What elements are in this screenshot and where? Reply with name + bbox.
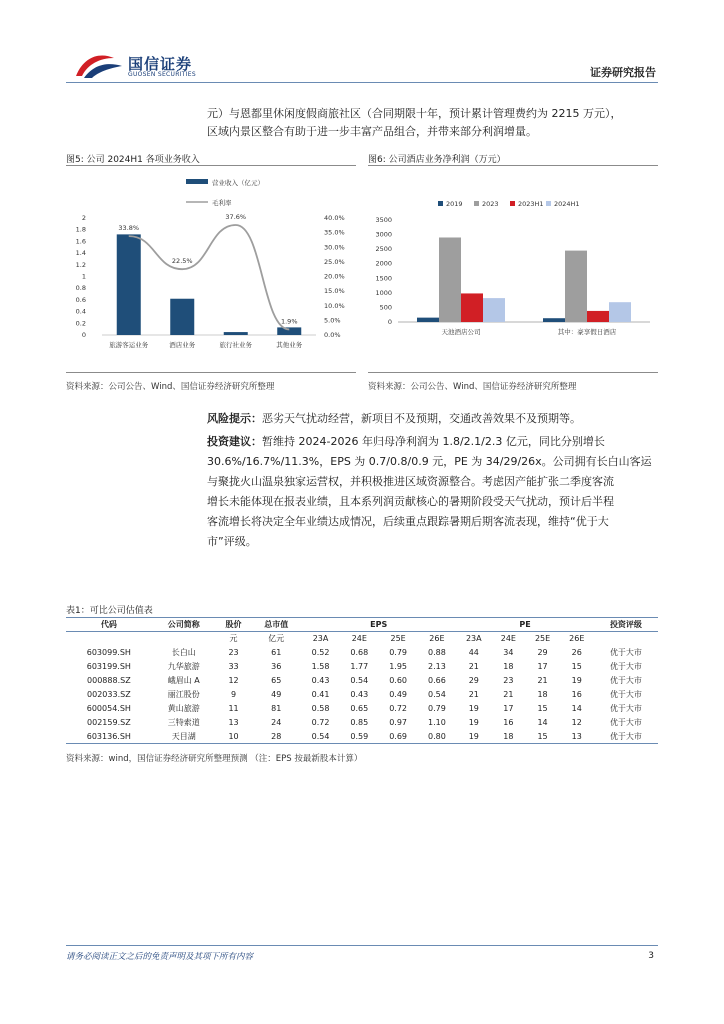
y-left-tick: 0.4: [75, 307, 86, 316]
y-right-tick: 30.0%: [324, 243, 345, 252]
table-cell: 19: [468, 718, 479, 727]
y-right-tick: 25.0%: [324, 257, 345, 266]
y-left-tick: 2: [81, 214, 86, 222]
table-cell: 1.95: [389, 662, 408, 671]
x-tick-label: 旅行社业务: [219, 341, 252, 349]
advice-label: 投资建议：: [207, 435, 262, 448]
y-tick: 2000: [375, 259, 392, 268]
advice-line-4: 增长未能体现在报表业绩，且本系列润贡献核心的暑期阶段受天气扰动，预计后半程: [207, 495, 614, 508]
table-cell: 600054.SH: [86, 704, 131, 713]
table-cell: 2.13: [428, 662, 446, 671]
table-cell: 26: [571, 648, 582, 657]
table-cell: 44: [468, 648, 479, 657]
th2-cell: 元: [229, 634, 238, 644]
table-cell: 0.60: [389, 676, 408, 685]
th2-cell: 26E: [429, 634, 445, 644]
intro-line-2: 区域内景区整合有助于进一步丰富产品组合，并带来部分利润增量。: [207, 125, 537, 138]
y-right-tick: 35.0%: [324, 228, 345, 237]
th2-cell: [66, 632, 152, 646]
table-row: [66, 674, 658, 688]
table-cell: 10: [228, 731, 239, 741]
table-cell: 14: [537, 718, 548, 727]
th-code: 代码: [100, 620, 117, 629]
table-row: [66, 730, 658, 744]
table-cell: 603099.SH: [86, 648, 131, 657]
bar-2019: [543, 318, 565, 322]
table-cell: 丽江股份: [167, 690, 200, 699]
th-price: 股价: [225, 620, 242, 629]
th2-cell: 23A: [465, 634, 482, 644]
header-divider: [66, 82, 658, 83]
table-cell: 优于大市: [609, 731, 642, 741]
table-cell: 三特索道: [167, 718, 200, 727]
table1-caption: 表1：可比公司估值表: [66, 606, 153, 616]
table-row: [66, 646, 658, 660]
th-mktcap: 总市值: [264, 620, 289, 629]
table-cell: 0.72: [389, 704, 408, 713]
th2-cell: 25E: [390, 634, 406, 644]
y-tick: 3500: [375, 216, 392, 224]
table-header-row-1: [66, 618, 658, 632]
table-cell: 19: [571, 676, 582, 685]
table-cell: 13: [571, 731, 582, 741]
table-cell: 34: [503, 648, 514, 657]
intro-line-1: 元）与恩都里休闲度假商旅社区（合同期限十年，预计累计管理费约为 2215 万元），: [207, 107, 622, 120]
table-cell: 17: [503, 704, 514, 713]
table-cell: 优于大市: [609, 662, 642, 671]
legend-label-margin: 毛利率: [212, 199, 232, 207]
y-right-tick: 10.0%: [324, 301, 345, 310]
table-cell: 0.59: [350, 731, 369, 741]
bar-2023: [565, 251, 587, 322]
th2-cell: 24E: [351, 634, 367, 644]
table-cell: 21: [468, 662, 479, 671]
y-left-tick: 1.4: [75, 249, 86, 258]
table-cell: 81: [271, 704, 282, 713]
table-cell: 17: [537, 662, 548, 671]
table-row: [66, 688, 658, 702]
fig5-chart: [66, 170, 358, 370]
y-right-tick: 15.0%: [324, 287, 345, 296]
table-cell: 0.80: [428, 731, 446, 741]
logo-text: 国信证券: [128, 55, 193, 73]
y-left-tick: 0.2: [75, 319, 86, 328]
page-number: 3: [648, 951, 654, 961]
advice-line-2: 30.6%/16.7%/11.3%，EPS 为 0.7/0.8/0.9 元，PE 为 34/29/26x。公司拥有长白山客运: [207, 455, 652, 468]
th2-cell: 25E: [534, 634, 551, 644]
table-cell: 19: [468, 704, 479, 713]
th-pe: PE: [519, 620, 531, 629]
th2-cell: [152, 632, 216, 646]
y-left-tick: 0.8: [75, 284, 86, 293]
table-cell: 0.79: [389, 648, 408, 657]
fig6-caption: 图6: 公司酒店业务净利润（万元）: [368, 155, 506, 165]
fig5-top-line: [66, 165, 356, 166]
legend-label: 2023: [482, 200, 499, 208]
advice-paragraph: [207, 432, 652, 552]
legend-swatch: [546, 201, 551, 206]
table-cell: 002159.SZ: [87, 718, 131, 727]
data-label-margin: 33.8%: [118, 224, 140, 233]
table-cell: 29: [468, 676, 479, 685]
y-tick: 3000: [375, 230, 392, 239]
table-cell: 0.97: [389, 718, 408, 727]
legend-label: 2019: [446, 200, 463, 208]
th-name: 公司简称: [167, 620, 200, 629]
table-cell: 23: [503, 676, 514, 685]
table-cell: 15: [571, 662, 582, 671]
legend-swatch-revenue: [186, 179, 208, 184]
table-cell: 002033.SZ: [87, 690, 131, 699]
bar-revenue: [170, 299, 194, 335]
table-cell: 12: [228, 676, 239, 685]
y-tick: 500: [379, 303, 392, 312]
x-tick-label: 旅游客运业务: [109, 341, 149, 349]
th-rating: 投资评级: [609, 620, 642, 629]
table-cell: 0.41: [311, 690, 330, 699]
table-row: [66, 716, 658, 730]
table-cell: 0.68: [350, 648, 369, 657]
table-cell: 优于大市: [609, 648, 642, 657]
table-cell: 长白山: [171, 648, 196, 657]
table-cell: 峨眉山 A: [167, 676, 200, 685]
bar-2023: [439, 237, 461, 322]
table1-source: 资料来源：wind，国信证券经济研究所整理预测 （注：EPS 按最新股本计算）: [66, 754, 363, 764]
bar-2024H1: [609, 302, 631, 322]
table-cell: 优于大市: [609, 704, 642, 713]
bar-2019: [417, 318, 439, 322]
table-cell: 28: [271, 731, 282, 741]
table-cell: 0.54: [350, 676, 369, 685]
report-type: 证券研究报告: [590, 66, 656, 79]
y-left-tick: 1: [81, 272, 86, 281]
legend-swatch: [474, 201, 479, 206]
advice-line-6: 市”评级。: [207, 535, 257, 548]
y-left-tick: 0: [81, 331, 86, 339]
risk-label: 风险提示：: [207, 412, 262, 425]
risk-text: 恶劣天气扰动经营，新项目不及预期，交通改善效果不及预期等。: [262, 412, 581, 425]
table-cell: 21: [537, 676, 548, 685]
table-cell: 0.88: [428, 648, 446, 657]
th2-cell: 24E: [500, 634, 516, 644]
x-tick-label: 天池酒店公司: [441, 328, 481, 336]
table-cell: 15: [537, 704, 548, 713]
x-tick-label: 酒店业务: [169, 341, 196, 349]
table-cell: 11: [228, 704, 239, 713]
table-cell: 九华旅游: [167, 662, 200, 671]
table-cell: 18: [537, 690, 548, 699]
y-tick: 1000: [375, 288, 392, 297]
y-left-tick: 0.6: [75, 295, 86, 304]
bar-revenue: [224, 332, 248, 335]
x-tick-label: 其中：豪享假日酒店: [557, 328, 617, 336]
advice-line-1: 暂维持 2024-2026 年归母净利润为 1.8/2.1/2.3 亿元，同比分别增长: [262, 435, 605, 448]
x-tick-label: 其他业务: [276, 341, 303, 349]
table-cell: 1.77: [350, 662, 369, 671]
legend-swatch: [438, 201, 443, 206]
table-cell: 61: [271, 648, 282, 657]
fig6-top-line: [368, 165, 658, 166]
advice-line-5: 客流增长将决定全年业绩达成情况，后续重点跟踪暑期后期客流表现，维持“优于大: [207, 515, 609, 528]
data-label-margin: 1.9%: [280, 317, 298, 326]
table-cell: 天目湖: [171, 731, 196, 741]
advice-line-3: 与聚拢火山温泉独家运营权，并积极推进区域资源整合。考虑因产能扩张二季度客流: [207, 475, 614, 488]
table-cell: 0.49: [389, 690, 408, 699]
table-cell: 29: [537, 648, 548, 657]
table-cell: 0.58: [311, 704, 330, 713]
footer-disclaimer: 请务必阅读正文之后的免责声明及其项下所有内容: [66, 952, 254, 962]
table-cell: 9: [231, 690, 237, 699]
y-right-tick: 20.0%: [324, 272, 345, 281]
table-cell: 0.85: [350, 718, 369, 727]
table-cell: 15: [537, 731, 548, 741]
y-right-tick: 5.0%: [324, 316, 341, 325]
fig5-source: 资料来源：公司公告、Wind、国信证券经济研究所整理: [66, 382, 275, 392]
fig6-chart: [368, 190, 658, 350]
table-header-row-2: [66, 632, 658, 646]
legend-label-revenue: 营业收入（亿元）: [212, 179, 264, 187]
valuation-table: [66, 617, 658, 744]
line-margin: [129, 225, 290, 329]
table-cell: 0.72: [311, 718, 330, 727]
y-right-tick: 40.0%: [324, 214, 345, 222]
table-cell: 16: [503, 718, 514, 727]
table-cell: 0.79: [428, 704, 446, 713]
bar-2023H1: [461, 293, 483, 322]
legend-label: 2024H1: [554, 200, 580, 208]
table-row: [66, 702, 658, 716]
table-cell: 0.65: [350, 704, 369, 713]
table-cell: 19: [468, 731, 479, 741]
bar-revenue: [277, 327, 301, 335]
table-cell: 1.58: [311, 662, 330, 671]
y-tick: 0: [387, 318, 392, 326]
table-cell: 12: [571, 718, 582, 727]
table-cell: 0.43: [350, 690, 369, 699]
y-left-tick: 1.8: [75, 225, 86, 234]
th2-cell: 26E: [569, 634, 585, 644]
bar-2023H1: [587, 311, 609, 322]
th2-cell: 23A: [312, 634, 329, 644]
table-cell: 0.54: [311, 731, 330, 741]
table-cell: 23: [228, 648, 239, 657]
y-tick: 2500: [375, 245, 392, 254]
table-cell: 18: [503, 731, 514, 741]
fig6-bottom-line: [368, 372, 658, 373]
fig5-bottom-line: [66, 372, 356, 373]
logo-subtext: GUOSEN SECURITIES: [128, 71, 197, 78]
data-label-margin: 37.6%: [225, 213, 247, 222]
legend-swatch: [510, 201, 515, 206]
th2-cell: [594, 632, 658, 646]
y-left-tick: 1.6: [75, 237, 86, 246]
bar-revenue: [117, 234, 141, 335]
bar-2024H1: [483, 298, 505, 322]
risk-paragraph: [207, 409, 581, 429]
table-cell: 24: [271, 718, 282, 727]
table-cell: 36: [271, 662, 282, 671]
logo-icon: [70, 52, 126, 80]
table-cell: 49: [271, 690, 282, 699]
table-cell: 16: [571, 690, 582, 699]
table-cell: 21: [503, 690, 514, 699]
th-eps: EPS: [370, 620, 388, 629]
table-cell: 0.69: [389, 731, 408, 741]
y-right-tick: 0.0%: [324, 331, 341, 339]
table-cell: 0.52: [311, 648, 330, 657]
table-cell: 603199.SH: [86, 662, 131, 671]
table-cell: 000888.SZ: [87, 676, 131, 685]
table-cell: 优于大市: [609, 690, 642, 699]
table-cell: 14: [571, 704, 582, 713]
table-cell: 65: [271, 676, 282, 685]
footer-divider: [66, 945, 658, 946]
table-cell: 21: [468, 690, 479, 699]
table-cell: 33: [228, 662, 239, 671]
fig5-caption: 图5: 公司 2024H1 各项业务收入: [66, 155, 200, 165]
table-cell: 黄山旅游: [167, 704, 200, 713]
fig6-source: 资料来源：公司公告、Wind、国信证券经济研究所整理: [368, 382, 577, 392]
table-cell: 1.10: [428, 718, 446, 727]
legend-label: 2023H1: [518, 200, 544, 208]
table-cell: 13: [228, 718, 239, 727]
table-row: [66, 660, 658, 674]
table-cell: 优于大市: [609, 718, 642, 727]
table-cell: 603136.SH: [86, 731, 131, 741]
table-cell: 0.54: [428, 690, 446, 699]
table-cell: 0.66: [428, 676, 446, 685]
table-cell: 0.43: [311, 676, 330, 685]
th2-cell: 亿元: [268, 634, 285, 644]
table-cell: 18: [503, 662, 514, 671]
y-tick: 1500: [375, 274, 392, 283]
table-cell: 优于大市: [609, 676, 642, 685]
y-left-tick: 1.2: [75, 260, 86, 269]
data-label-margin: 22.5%: [171, 257, 193, 266]
